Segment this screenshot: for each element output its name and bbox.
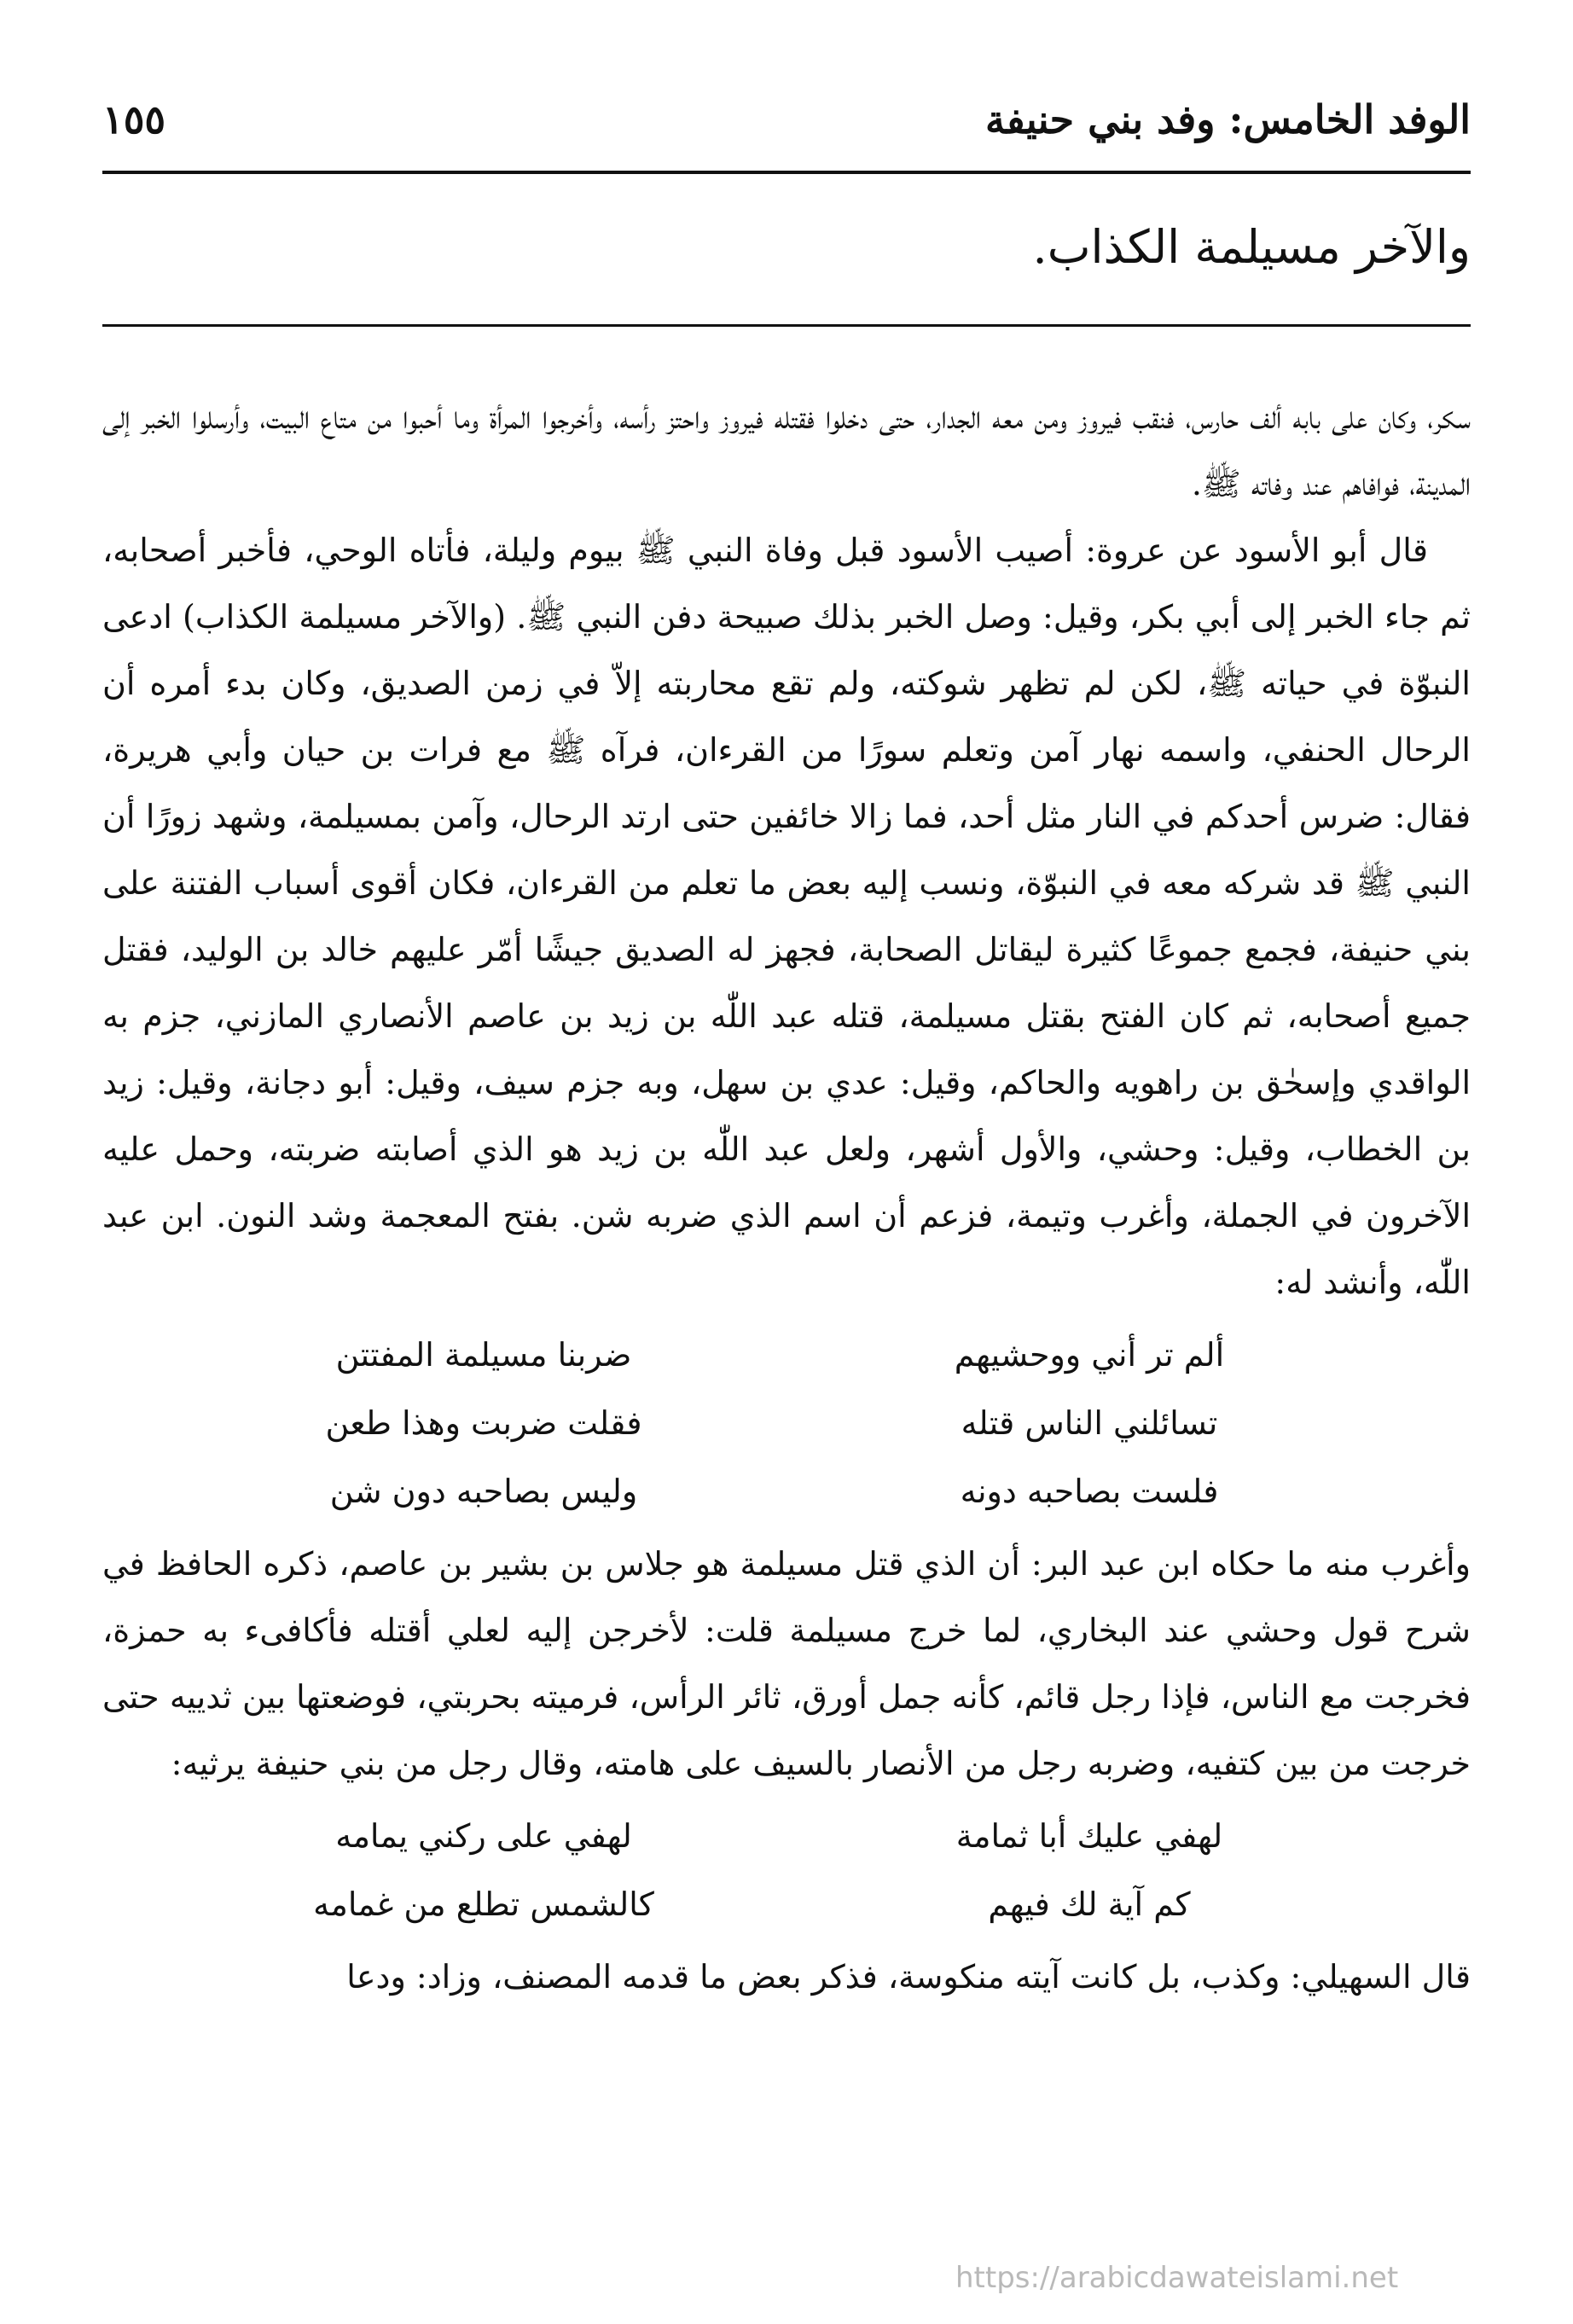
- main-text: والآخر مسيلمة الكذاب.: [1032, 220, 1471, 274]
- verse-hemistich-first: ألم تر أني ووحشيهم: [954, 1336, 1225, 1374]
- poem-verse: [102, 1870, 1471, 1938]
- watermark-url: https://arabicdawateislami.net: [955, 2261, 1399, 2295]
- verse-hemistich-second: كالشمس تطلع من غمامه: [313, 1885, 654, 1923]
- commentary-paragraph-1: سكر، وكان على بابه ألف حارس، فنقب فيروز ومن معه الجدار، حتى دخلوا فقتله فيروز واحتز رأسه، وأخرجوا المرأة وما أحبوا من متاع البيت، وأرسلوا الخبر إلى المدينة، فوافاهم عند وفاته ﷺ.: [102, 398, 1471, 503]
- commentary-paragraph-4: قال السهيلي: وكذب، بل كانت آيته منكوسة، فذكر بعض ما قدمه المصنف، وزاد: ودعا: [346, 1958, 1471, 1996]
- header-rule: [102, 171, 1471, 174]
- chapter-title: الوفد الخامس: وفد بني حنيفة: [984, 96, 1471, 142]
- poem-verse: [102, 1321, 1471, 1389]
- poem-2: [102, 1802, 1471, 1938]
- verse-hemistich-first: فلست بصاحبه دونه: [960, 1473, 1219, 1510]
- poem-verse: [102, 1457, 1471, 1525]
- verse-hemistich-first: لهفي عليك أبا ثمامة: [955, 1817, 1223, 1855]
- poem-verse: [102, 1802, 1471, 1870]
- verse-hemistich-second: فقلت ضربت وهذا طعن: [325, 1404, 642, 1442]
- verse-hemistich-first: تسائلني الناس قتله: [961, 1404, 1218, 1442]
- running-header: [102, 85, 1471, 154]
- commentary-paragraph-2: قال أبو الأسود عن عروة: أصيب الأسود قبل وفاة النبي ﷺ بيوم وليلة، فأتاه الوحي، فأخبر أصحابه، ثم جاء الخبر إلى أبي بكر، وقيل: وصل الخبر بذلك صبيحة دفن النبي ﷺ. (والآخر مسيلمة الكذاب) ادعى النبوّة في حياته ﷺ، لكن لم تظهر شوكته، ولم تقع محاربته إلاّ في زمن الصديق، وكان بدء أمره أن الرحال الحنفي، واسمه نهار آمن وتعلم سورًا من القرءان، فرآه ﷺ مع فرات بن حيان وأبي هريرة، فقال: ضرس أحدكم في النار مثل أحد، فما زالا خائفين حتى ارتد الرحال، وآمن بمسيلمة، وشهد زورًا أن النبي ﷺ قد شركه معه في النبوّة، ونسب إليه بعض ما تعلم من القرءان، فكان أقوى أسباب الفتنة على بني حنيفة، فجمع جموعًا كثيرة ليقاتل الصحابة، فجهز له الصديق جيشًا أمّر عليهم خالد بن الوليد، فقتل جميع أصحابه، ثم كان الفتح بقتل مسيلمة، قتله عبد اللّٰه بن زيد بن عاصم الأنصاري المازني، جزم به الواقدي وإسحٰق بن راهويه والحاكم، وقيل: عدي بن سهل، وبه جزم سيف، وقيل: أبو دجانة، وقيل: زيد بن الخطاب، وقيل: وحشي، والأول أشهر، ولعل عبد اللّٰه بن زيد هو الذي أصابته ضربته، وحمل عليه الآخرون في الجملة، وأغرب وتيمة، فزعم أن اسم الذي ضربه شن. بفتح المعجمة وشد النون. ابن عبد اللّٰه، وأنشد له:: [102, 532, 1471, 1301]
- commentary-paragraph-3: وأغرب منه ما حكاه ابن عبد البر: أن الذي قتل مسيلمة هو جلاس بن بشير بن عاصم، ذكره الحافظ في شرح قول وحشي عند البخاري، لما خرج مسيلمة قلت: لأخرجن إليه لعلي أقتله فأكافىء به حمزة، فخرجت مع الناس، فإذا رجل قائم، كأنه جمل أورق، ثائر الرأس، فرميته بحربتي، فوضعتها بين ثدييه حتى خرجت من بين كتفيه، وضربه رجل من الأنصار بالسيف على هامته، وقال رجل من بني حنيفة يرثيه:: [102, 1545, 1471, 1782]
- poem-1: [102, 1321, 1471, 1525]
- commentary-section: [102, 384, 1471, 2010]
- page-number: ١٥٥: [102, 96, 166, 142]
- verse-hemistich-second: ضربنا مسيلمة المفتتن: [335, 1336, 632, 1374]
- text-divider: [102, 324, 1471, 327]
- verse-hemistich-second: وليس بصاحبه دون شن: [329, 1473, 638, 1510]
- verse-hemistich-first: كم آية لك فيهم: [988, 1885, 1191, 1923]
- poem-verse: [102, 1389, 1471, 1457]
- verse-hemistich-second: لهفي على ركني يمامه: [335, 1817, 632, 1855]
